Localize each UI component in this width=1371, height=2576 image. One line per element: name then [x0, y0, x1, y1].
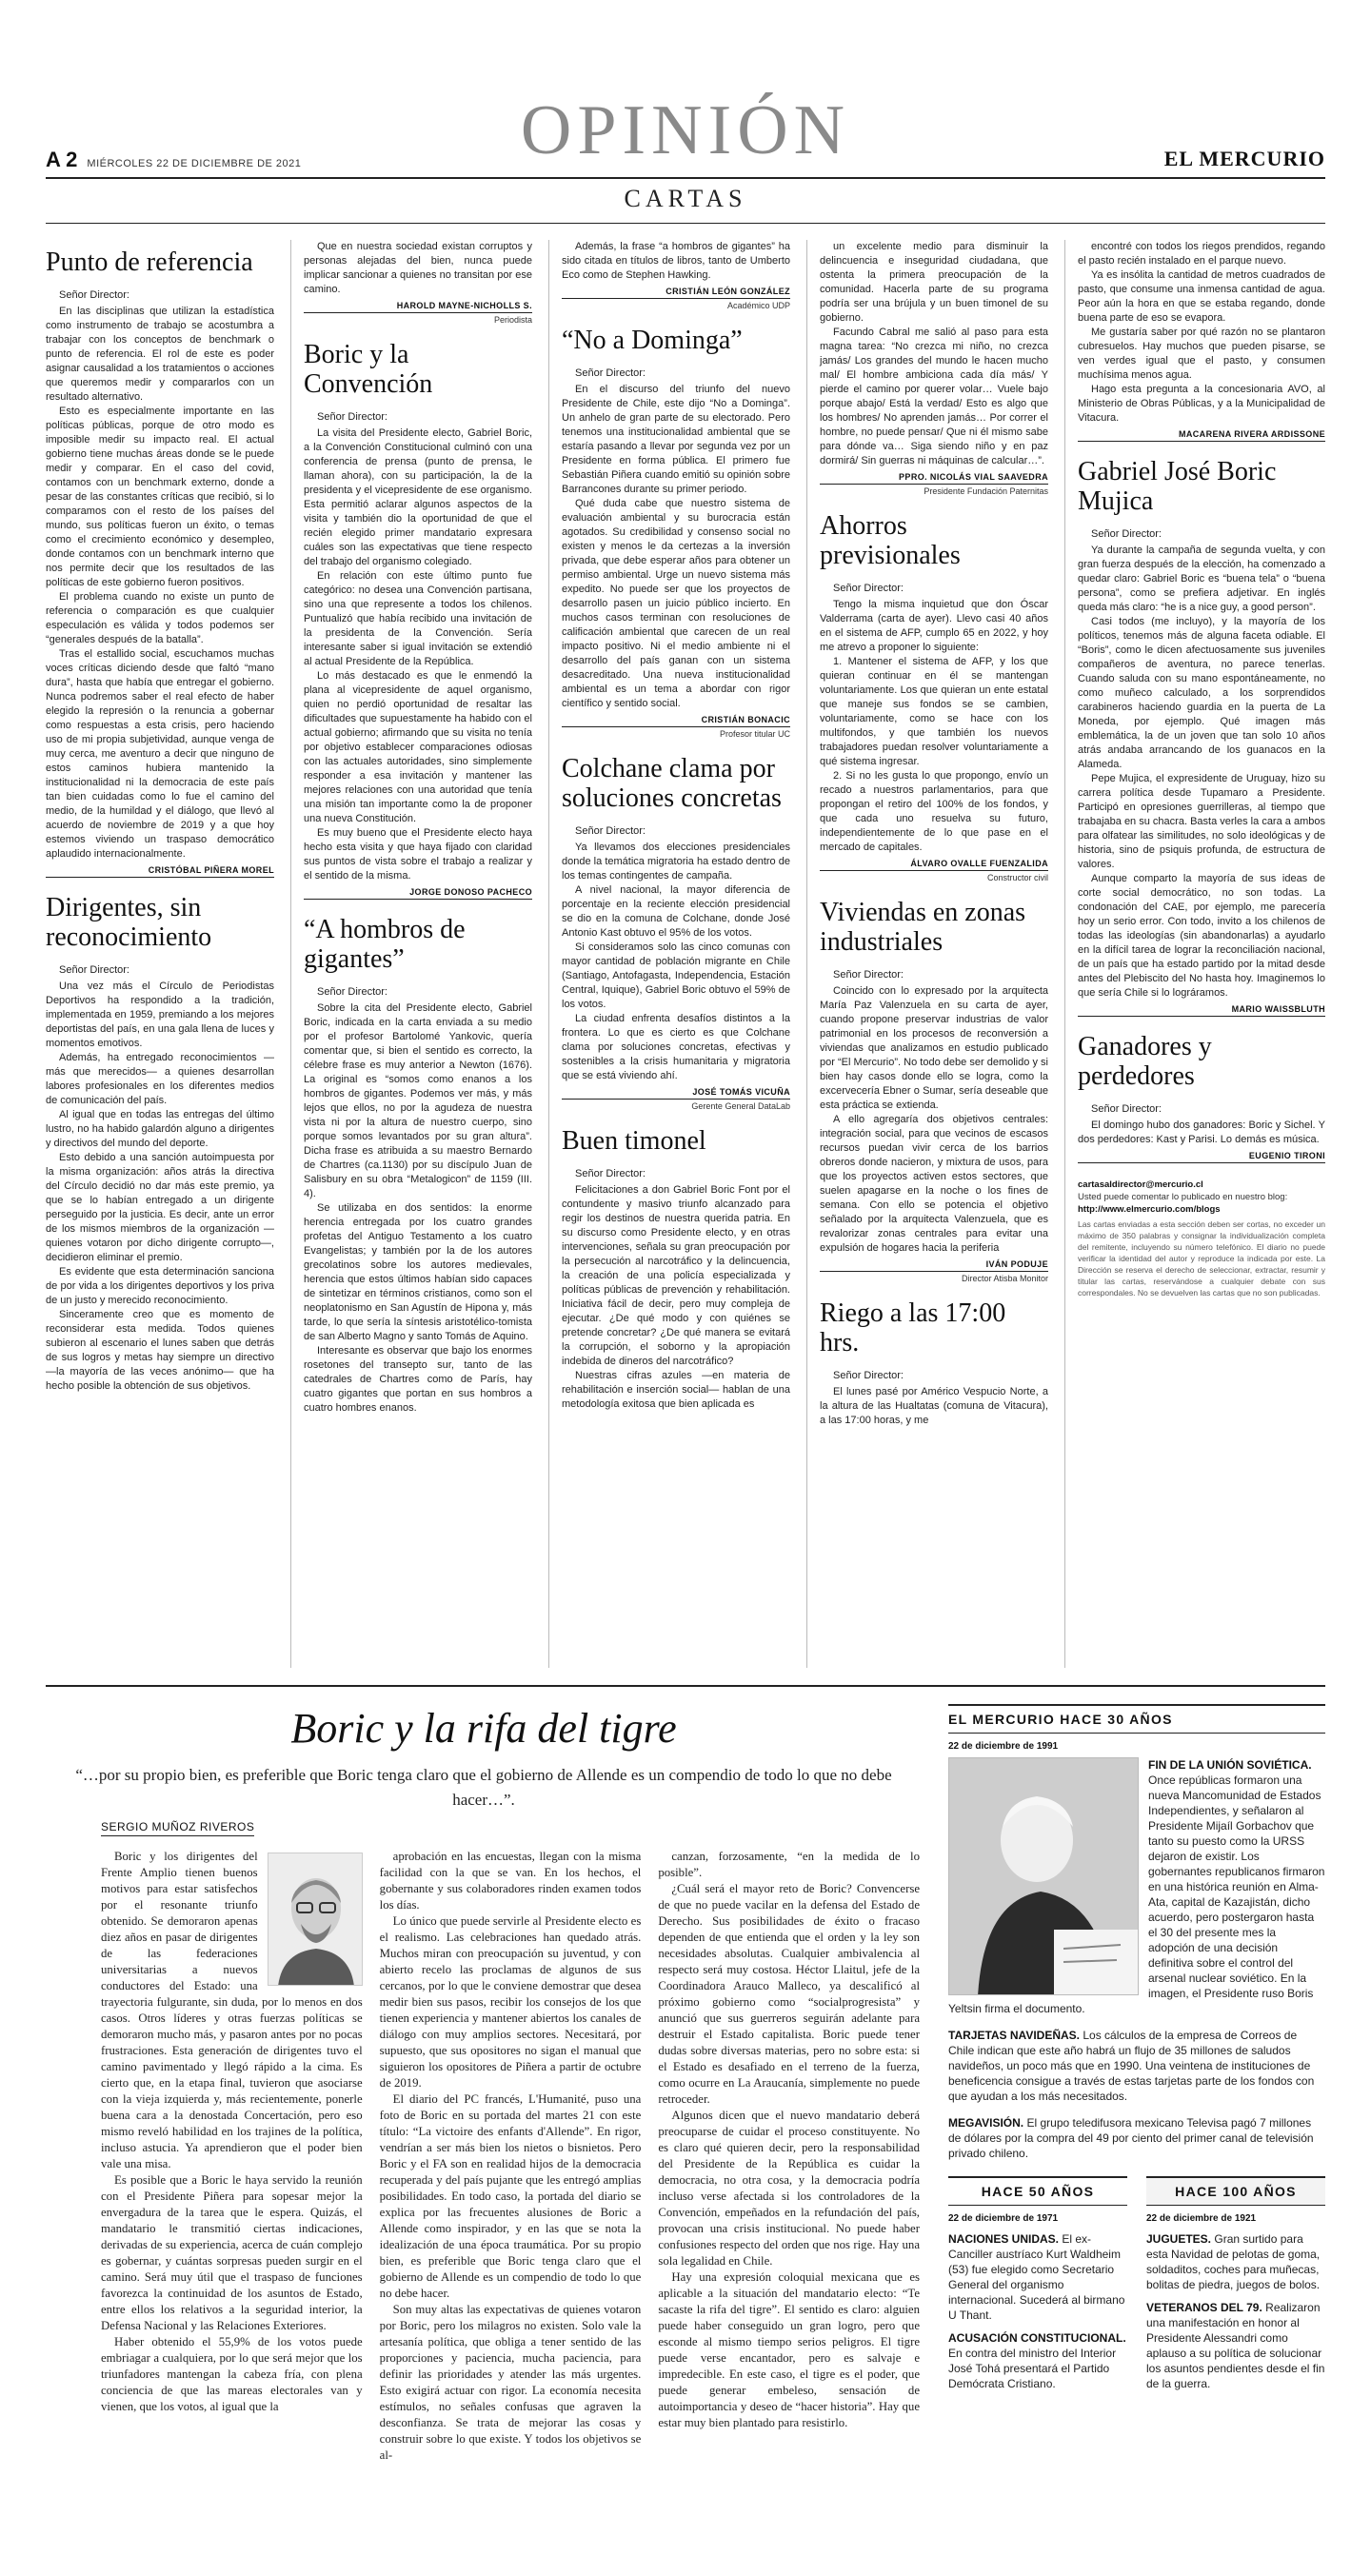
- letter-author-role: Presidente Fundación Paternitas: [924, 486, 1048, 496]
- dateline: MIÉRCOLES 22 DE DICIEMBRE DE 2021: [87, 158, 302, 169]
- history-sidebar: [948, 1704, 1325, 2391]
- letter: [562, 240, 790, 310]
- letter-paragraph: Si consideramos solo las cinco comunas con mayor cantidad de población migrante en Chile (Santiago, Antofagasta, Independencia, Estación Central, Iquique), Gabriel Boric obtuvo el 59% de los votos.: [562, 941, 790, 1010]
- portrait-illustration: [268, 1853, 363, 1986]
- column-divider: [806, 240, 807, 1668]
- letter-author-role: Profesor titular UC: [719, 729, 790, 739]
- letter-title: Colchane clama por soluciones concretas: [562, 754, 782, 813]
- letter-author-role: Constructor civil: [986, 873, 1048, 882]
- letter-body: [46, 305, 274, 862]
- letter-salutation: Señor Director:: [833, 1370, 904, 1381]
- hace30-item-head: FIN DE LA UNIÓN SOVIÉTICA.: [1148, 1758, 1312, 1772]
- letter-body: [1078, 544, 1325, 1001]
- letter-paragraph: Una vez más el Círculo de Periodistas Deportivos ha respondido a la tradición, implementada en 1959, premiando a los mejores deportistas del país, en una gala llena de luces y momentos emotivos.: [46, 981, 274, 1049]
- letter-body: [562, 1183, 790, 1412]
- hace30-item: [948, 2028, 1325, 2104]
- letter-body: [820, 240, 1048, 468]
- letter-paragraph: El problema cuando no existe un punto de referencia o comparación es que cualquier especulación es válida y todos podemos ser “generales después de la batalla”.: [46, 591, 274, 645]
- letter-signature: JORGE DONOSO PACHECO: [304, 887, 532, 900]
- letter-title: “No a Dominga”: [562, 326, 743, 355]
- letter-paragraph: Aunque comparto la mayoría de sus ideas de corte social democrático, no son todas. La condonación del CAE, por ejemplo, me parecería hoy un serio error. Con todo, invito a los chilenos de todas las ideologías (sin abandonarlas) a ayudarlo en la difícil tarea de lograr la reconciliación nacional, de un país que ha estado partido por la mitad desde antes del Plebiscito del No hasta hoy. Imaginemos lo que sería Chile si lo lográramos.: [1078, 873, 1325, 999]
- opinion-column: [46, 1704, 922, 2542]
- letter-signature: MACARENA RIVERA ARDISSONE: [1078, 429, 1325, 442]
- column-title: Boric y la rifa del tigre: [290, 1705, 677, 1752]
- letter-salutation: Señor Director:: [317, 986, 387, 998]
- letter-paragraph: La ciudad enfrenta desafíos distintos a la frontera. Lo que es cierto es que Colchane clama por soluciones concretas, efectivas y sostenibles a la crisis humanitaria y migratoria que se está viviendo ahí.: [562, 1013, 790, 1081]
- column-author: SERGIO MUÑOZ RIVEROS: [101, 1820, 254, 1836]
- letter: [820, 511, 1048, 882]
- hace30-lead: [948, 1757, 1325, 2016]
- letter: [1078, 457, 1325, 1017]
- letter-body: [562, 383, 790, 711]
- column-divider: [1064, 240, 1065, 1668]
- letter-author-role: Director Atisba Monitor: [961, 1274, 1048, 1283]
- letter: [562, 1126, 790, 1412]
- hace30-item-text: El grupo teledifusora mexicano Televisa pagó 7 millones de dólares por la compra del 49 por ciento del primer canal de televisión privado chileno.: [948, 2116, 1314, 2160]
- column-divider: [548, 240, 549, 1668]
- hace30-item: [948, 2115, 1325, 2161]
- contact-blog-link[interactable]: http://www.elmercurio.com/blogs: [1078, 1204, 1221, 1215]
- column-divider: [290, 240, 291, 1668]
- letter-signature: PPRO. NICOLÁS VIAL SAAVEDRA: [820, 472, 1048, 485]
- letter-author-role: Gerente General DataLab: [691, 1101, 790, 1111]
- letter: [820, 1298, 1048, 1428]
- column-paragraph: aprobación en las encuestas, llegan con la misma facilidad con la que se van. En los hechos, el gobernante y sus colaboradores rinden examen todos los días.: [379, 1850, 642, 1912]
- letter-body: [562, 240, 790, 283]
- letter-paragraph: Al igual que en todas las entregas del último lustro, no ha habido galardón alguno a dirigentes y directivos del mundo del deporte.: [46, 1109, 274, 1149]
- letter-signature: EUGENIO TIRONI: [1078, 1151, 1325, 1163]
- hace30-title: EL MERCURIO HACE 30 AÑOS: [948, 1704, 1325, 1734]
- hace50-item: [948, 2330, 1127, 2391]
- letter-paragraph: En el discurso del triunfo del nuevo Presidente de Chile, este dijo “No a Dominga”. Un anhelo de gran parte de su electorado. Pero tenemos una institucionalidad ambiental que se estaría pasando a llevar por segunda vez por un Presidente en forma pública. El primero fue Sebastián Piñera cuando emitió su opinión sobre Barrancones durante su primer periodo.: [562, 384, 790, 495]
- letter-paragraph: Ya es insólita la cantidad de metros cuadrados de pasto, que consume una inmensa cantidad de agua. Peor aún la hora en que se estaba regando, donde buena parte de eso se evapora.: [1078, 269, 1325, 324]
- letter-salutation: Señor Director:: [575, 1168, 646, 1179]
- letter-paragraph: Tras el estallido social, escuchamos muchas voces críticas diciendo desde que faltó “mano dura”, hasta que había que entregar el gobierno. Nunca podremos saber el real efecto de haber elegido la represión o la renuncia a gobernar como respuestas a esta crisis, pero haciendo uso de mi propia subjetividad, aunque venga de muy cerca, me aventuro a decir que ninguno de estos caminos hubiera mantenido la institucionalidad ni la democracia de este país tan bien cuidadas como lo fue el camino del medio, de la humildad y el diálogo, que llevó al acuerdo de noviembre de 2019 y a que hoy estemos viviendo un traspaso democrático aplaudido internacionalmente.: [46, 648, 274, 860]
- letter: [562, 326, 790, 739]
- hace30-item-head: MEGAVISIÓN.: [948, 2116, 1024, 2130]
- letter: [46, 893, 274, 1394]
- hace50-item-text: En contra del ministro del Interior José Tohá presentará el Partido Demócrata Cristiano.: [948, 2347, 1117, 2390]
- section-divider: [46, 1685, 1325, 1687]
- hace100-item: [1146, 2231, 1325, 2292]
- letter-signature: ÁLVARO OVALLE FUENZALIDA: [820, 859, 1048, 871]
- letters-column-2: [304, 240, 532, 1431]
- letter-paragraph: encontré con todos los riegos prendidos, regando el pasto recién instalado en el parque nuevo.: [1078, 241, 1325, 267]
- hace50-date: 22 de diciembre de 1971: [948, 2213, 1059, 2224]
- letter-body: [304, 1001, 532, 1416]
- letter-signature: CRISTIÁN LEÓN GONZÁLEZ: [562, 287, 790, 299]
- letter-paragraph: Facundo Cabral me salió al paso para esta magna tarea: “No crezca mi niño, no crezca jamás/ Los grandes del mundo le hacen mucho mal/ El hombre ambiciona cada día más/ Y pierde el camino por querer volar… Vuele bajo porque abajo/ Está la verdad/ Esto es algo que los hombres/ No aprenden jamás… Por correr el hombre, no puede pensar/ Que ni él mismo sabe para dónde va… Siga siendo niño y en paz dormirá/ Sin guerras ni máquinas de calcular…”.: [820, 327, 1048, 466]
- letter-paragraph: El domingo hubo dos ganadores: Boric y Sichel. Y dos perdedores: Kast y Parisi. Lo demás es música.: [1078, 1120, 1325, 1145]
- column-paragraph: Lo único que puede servirle al Presidente electo es el realismo. Las celebraciones han quedado atrás. Muchos miran con preocupación su juventud, y con abierto recelo las proclamas de algunos de sus cercanos, por lo que le conviene demostrar que desea medir bien sus pasos, recibir los consejos de los que tienen experiencia y mantener abiertos los canales de diálogo con muy amplios sectores. Necesitará, por supuesto, que sus opositores no sigan el manual que siguieron los opositores de Piñera a partir de octubre de 2019.: [379, 1914, 642, 2090]
- column-paragraph: Hay una expresión coloquial mexicana que es aplicable a la situación del mandatario electo: “Te sacaste la rifa del tigre”. El sentido es claro: alguien puede haber conseguido un gran logro, pero que esconde al mismo tiempo serios peligros. El tigre puede verse encantador, pero es salvaje e impredecible. En este caso, el tigre es el poder, que puede generar embeleso, sensación de autoimportancia y deseo de “hacer historia”. Hay que estar muy bien plantado para resistirlo.: [658, 2270, 921, 2429]
- column-paragraph: Es posible que a Boric le haya servido la reunión con el Presidente Piñera para sopesar mejor la envergadura de la tarea que le espera. Quizás, el mandatario le transmitió ciertas indicaciones, derivadas de su experiencia, acerca de cuán complejo es gobernar, y cuántas sorpresas pueden surgir en el camino. Será muy útil que el traspaso de funciones favorezca la continuidad de los asuntos de Estado, entre ellos los relativos a la seguridad interior, la Defensa Nacional y las Relaciones Exteriores.: [101, 2173, 363, 2332]
- letter-paragraph: Lo más destacado es que le enmendó la plana al vicepresidente de aquel organismo, quien no perdió oportunidad de resaltar las dificultades que supuestamente ha habido con el actual gobierno; afirmando que su visita no tenía por objetivo establecer comparaciones odiosas con las actuales autoridades, sino simplemente responder a esa invitación y mantener las mejores relaciones con una autoridad que tenía una misión tan importante como la de proponer una nueva Constitución.: [304, 670, 532, 824]
- column-paragraph: Son muy altas las expectativas de quienes votaron por Boric, pero los milagros no existen. Solo vale la artesanía política, que obliga a tener sentido de las proporciones y paciencia, mucha paciencia, para definir las prioridades y atender las más urgentes. Esto exigirá actuar con rigor. La economía necesita estímulos, no señales confusas que agraven la desconfianza. Se trata de mejorar las cosas y construir sobre lo que existe. Y todos los objetivos se al-: [379, 2303, 642, 2462]
- letter-paragraph: En las disciplinas que utilizan la estadística como instrumento de trabajo se acostumbra a trabajar con los conceptos de benchmark o punto de referencia. El rol de este es poder asignar causalidad a los tratamientos o acciones que queremos medir y compararlos con un resultado alternativo.: [46, 306, 274, 403]
- letter-salutation: Señor Director:: [575, 367, 646, 379]
- letter-signature: IVÁN PODUJE: [820, 1259, 1048, 1272]
- letter-paragraph: 1. Mantener el sistema de AFP, y los que quieran continuar en él se mantengan voluntariamente. Los que quieran un ente estatal que maneje sus fondos se se cambien, voluntariamente, como se hace con los multifondos, y que también los nuevos trabajadores puedan resolver voluntariamente a qué sistema ingresar.: [820, 656, 1048, 767]
- letter-paragraph: Casi todos (me incluyo), y la mayoría de los políticos, tenemos más de alguna faceta odiable. El “Boris”, como le dicen afectuosamente sus juveniles compañeros de aventura, no parece tenerlas. Cuando saluda con su mano espontáneamente, no como muñeco calculado, a los sorprendidos carabineros haciendo guardia en la puerta de La Moneda, por ejemplo. Qué imagen más emblemática, la de un joven que tan solo 10 años atrás andaba arrancando de los guanacos en la Alameda.: [1078, 616, 1325, 770]
- hace30-date: 22 de diciembre de 1991: [948, 1741, 1059, 1752]
- letter-title: Gabriel José Boric Mujica: [1078, 457, 1277, 516]
- column-paragraph: ¿Cuál será el mayor reto de Boric? Convencerse de que no puede vacilar en la defensa del Estado de Derecho. Sus posibilidades de éxito o fracaso dependen de que entienda que el orden y la ley son necesidades absolutas. Cualquier ambivalencia al respecto será muy costosa. Héctor Llaitul, jefe de la Coordinadora Arauco Malleco, ya descalificó al próximo gobierno como “socialprogresista” y anunció que sus guerreros seguirán adelante para destruir el Estado capitalista. Boric puede tener dudas sobre diversas materias, pero no sobre esta: si el Estado es desafiado en el terreno de la fuerza, como ocurre en La Araucanía, simplemente no puede retroceder.: [658, 1882, 921, 2106]
- contact-email[interactable]: cartasaldirector@mercurio.cl: [1078, 1179, 1203, 1190]
- letter-body: [820, 598, 1048, 855]
- column-paragraph: El diario del PC francés, L'Humanité, puso una foto de Boric en su portada del martes 21 con este título: “La victoire des enfants d'Allende”. En rigor, vendrían a ser más bien los nietos o bisnietos. Pero Boric y el FA son en realidad hijos de la democracia recuperada y del país pujante que les entregó amplias posibilidades. En todo caso, la portada del diario se explica por las frecuentes alusiones de Boric a Allende como inspirador, y en las que se nota la idealización de una época traumática. Por su propio bien, es preferible que Boric tenga claro que el gobierno de Allende es un compendio de todo lo que no debe hacer.: [379, 2092, 642, 2300]
- column-paragraph: Haber obtenido el 55,9% de los votos puede embriagar a cualquiera, por lo que será mejor que los triunfadores mantengan la cabeza fría, con plena conciencia de que las mareas electorales van y vienen, que los votos, al igual que la: [101, 2335, 363, 2413]
- hace50-item-text: El ex-Canciller austríaco Kurt Waldheim (53) fue elegido como Secretario General del organismo internacional. Sucederá al birmano U Thant.: [948, 2232, 1125, 2322]
- letter-title: Viviendas en zonas industriales: [820, 898, 1026, 957]
- letter-signature: JOSÉ TOMÁS VICUÑA: [562, 1087, 790, 1100]
- yeltsin-photo: [948, 1757, 1139, 1995]
- letter-salutation: Señor Director:: [1091, 528, 1162, 540]
- letter-paragraph: El lunes pasé por Américo Vespucio Norte, a la altura de las Hualtatas (comuna de Vitacura), a las 17:00 horas, y me: [820, 1386, 1048, 1426]
- letter: [304, 340, 532, 900]
- page-number: A 2: [46, 148, 78, 171]
- hace100-item-text: Realizaron una manifestación en honor al Presidente Alessandri como aplauso a su política de solucionar los asuntos pendientes desde el fin de la guerra.: [1146, 2301, 1325, 2390]
- letter-salutation: Señor Director:: [1091, 1103, 1162, 1115]
- letter-title: “A hombros de gigantes”: [304, 915, 466, 974]
- letter-signature: CRISTÓBAL PIÑERA MOREL: [46, 865, 274, 878]
- letter-title: Buen timonel: [562, 1126, 706, 1156]
- letter-paragraph: Pepe Mujica, el expresidente de Uruguay, hizo su carrera política desde Tupamaro a Presidente. Participó en opresiones guerrilleras, al tiempo que trabajaba en su chacra. Basta verles la cara a ambos para olfatear las similitudes, no solo ideológicas y de historia, sino de psiquis profunda, de estructura de valores.: [1078, 773, 1325, 870]
- letter-paragraph: Coincido con lo expresado por la arquitecta María Paz Valenzuela en su carta de ayer, cuando propone preservar industrias de valor patrimonial en los procesos de reconversión a viviendas que analizamos en estudio publicado por “El Mercurio”. No todo debe ser demolido y si bien hay casos donde ello se logra, como la excervecería Ebner o Sumar, sería deseable que esta práctica se extienda.: [820, 985, 1048, 1111]
- letters-column-4: [820, 240, 1048, 1443]
- letter-title: Ahorros previsionales: [820, 511, 961, 570]
- letter-paragraph: Tengo la misma inquietud que don Óscar Valderrama (carta de ayer). Llevo casi 40 años en el sistema de AFP, cumplo 65 en 2022, y hoy me atrevo a proponer lo siguiente:: [820, 599, 1048, 653]
- letter-paragraph: Sobre la cita del Presidente electo, Gabriel Boric, indicada en la carta enviada a su medio por el profesor Bartolomé Yankovic, quería comentar que, si bien el sentido es correcto, la célebre frase es muy anterior a Newton (1676). La original es “somos como enanos a los hombros de gigantes. Podemos ver más, y más lejos que ellos, no por la agudeza de nuestra vista ni por la altura de nuestro cuerpo, sino porque somos levantados por su gran altura”. Dicha frase es atribuida a su maestro Bernardo de Chartres (ca.1130) por su discípulo Juan de Salisbury en su obra “Metalogicon” de 1159 (III. 4).: [304, 1002, 532, 1199]
- hace50-item: [948, 2231, 1127, 2323]
- letter-paragraph: Ya llevamos dos elecciones presidenciales donde la temática migratoria ha estado dentro de los temas contingentes de campaña.: [562, 842, 790, 882]
- letter-paragraph: Que en nuestra sociedad existan corruptos y personas alejadas del bien, nunca puede implicar sancionar a quienes no transitan por ese camino.: [304, 241, 532, 295]
- letter-author-role: Periodista: [493, 315, 532, 325]
- hace30-item-text: Once repúblicas formaron una nueva Mancomunidad de Estados Independientes, y señalaron al Presidente Mijaíl Gorbachov que tanto su puesto como la URSS dejaron de existir. Los gobernantes republicanos firmaron en una histórica reunión en Alma-Ata, capital de Kazajistán, dicho acuerdo, pero postergaron hasta el 30 del presente mes la adopción de una decisión definitiva sobre el control del arsenal nuclear soviético. En la imagen, el Presidente ruso Boris Yeltsin firma el documento.: [948, 1773, 1325, 2015]
- hace30-item-head: TARJETAS NAVIDEÑAS.: [948, 2029, 1081, 2042]
- hace30-item-text: Los cálculos de la empresa de Correos de Chile indican que este año habrá un flujo de 35 millones de saludos navideños, un poco más que en 1990. Una veintena de instituciones de beneficencia consigue a través de estas tarjetas parte de los fondos con que ayudan a los más necesitados.: [948, 2029, 1315, 2103]
- letters-column-1: [46, 240, 274, 1409]
- letter: [1078, 240, 1325, 442]
- letter-salutation: Señor Director:: [59, 289, 129, 301]
- letter-paragraph: Es evidente que esta determinación sanciona de por vida a los dirigentes deportivos y los priva de un justo y merecido reconocimiento.: [46, 1266, 274, 1306]
- letter: [562, 754, 790, 1111]
- column-text-1: [101, 1849, 363, 2464]
- letter-body: [820, 1385, 1048, 1428]
- letter-salutation: Señor Director:: [59, 964, 129, 976]
- letters-column-5: [1078, 240, 1325, 1298]
- letter-signature: CRISTIÁN BONACIC: [562, 715, 790, 727]
- letter-paragraph: Se utilizaba en dos sentidos: la enorme herencia entregada por los cuatro grandes profetas del Antiguo Testamento a los cuatro Evangelistas; y también por la de los autores grecolatinos sobre los autores medievales, herencia que estos últimos habían sido capaces de sintetizar en términos cristianos, como son el neoplatonismo en San Agustín de Hipona y, más tarde, lo que sería la síntesis aristotélico-tomista de san Alberto Magno y santo Tomás de Aquino.: [304, 1202, 532, 1342]
- column-text-2: [380, 1849, 642, 2464]
- letter-body: [1078, 240, 1325, 426]
- subsection-rule: [46, 223, 1325, 224]
- letter-body: [46, 980, 274, 1394]
- letter-body: [820, 984, 1048, 1256]
- column-body: [101, 1849, 920, 2464]
- letter-paragraph: Es muy bueno que el Presidente electo haya hecho esta visita y que haya fijado con claridad sus puntos de vista sobre el trabajo a realizar y el sentido de la misma.: [304, 827, 532, 882]
- letter: [304, 240, 532, 325]
- letter-paragraph: Además, la frase “a hombros de gigantes” ha sido citada en títulos de libros, tanto de Umberto Eco como de Stephen Hawking.: [562, 241, 790, 281]
- letter-paragraph: Interesante es observar que bajo los enormes rosetones del transepto sur, tanto de las catedrales de Chartres como de París, hay cuatro gigantes que portan en sus hombros a cuatro hombres enanos.: [304, 1345, 532, 1414]
- letters-column-3: [562, 240, 790, 1427]
- letter-paragraph: Nuestras cifras azules —en materia de rehabilitación e inserción social— hablan de una metodología exitosa que bien aplicada es: [562, 1370, 790, 1410]
- letter: [304, 915, 532, 1416]
- letter-paragraph: Qué duda cabe que nuestro sistema de evaluación ambiental y su burocracia están agotados. Su credibilidad y consenso social no existen y menos le da certezas a la inversión privada, que debe esperar años para obtener un permiso ambiental. Urge un nuevo sistema más expedito. No puede ser que los proyectos de desarrollo pasen un juicio público incierto. En muchos casos terminan con resoluciones de calificación ambiental que carecen de un real impacto positivo. Ni el medio ambiente ni el desarrollo del país ganan con un sistema desacreditado. Una nueva institucionalidad ambiental es un tema a abordar con rigor científico y sentido social.: [562, 498, 790, 709]
- letter-body: [562, 841, 790, 1083]
- letter-body: [304, 240, 532, 297]
- letter-paragraph: En relación con este último punto fue categórico: no desea una Convención partisana, sino una que represente a todos los chilenos. Puntualizó que había recibido una invitación de la presidenta de la Convención. Sería interesante saber si igual invitación se extendió al actual Presidente de la República.: [304, 570, 532, 667]
- letter-paragraph: Esto es especialmente importante en las políticas públicas, porque de otro modo es imposible medir su impacto real. El actual gobierno tiene muchas áreas donde se le puede medir y comparar. En el caso del covid, contamos con un benchmark externo, donde a pesar de las constantes críticas que recibió, si lo comparamos con el resto de los países del mundo, sus políticas fueron un éxito, o temas como el crecimiento económico y desempleo, donde contamos con un benchmark interno que nos permite decir que los resultados de las políticas de este gobierno fueron positivos.: [46, 406, 274, 588]
- column-paragraph: Algunos dicen que el nuevo mandatario deberá preocuparse de cuidar el proceso constituyente. No es claro qué quieren decir, pero la responsabilidad del Presidente de la República es cuidar la democracia, no otra cosa, y la democracia podría incluso verse afectada si los controladores de la Convención, empeñados en la refundación del país, provocan una crisis institucional. No puede haber confusiones respecto del orden que nos rige. Hay una sola legalidad en Chile.: [658, 2109, 921, 2268]
- letter-paragraph: La visita del Presidente electo, Gabriel Boric, a la Convención Constitucional culminó con una conferencia de prensa (punto de prensa, le llaman ahora), con su participación, la de la presidenta y el vicepresidente de ese organismo. Esta permitió aclarar algunos aspectos de la visita y también dio la oportunidad de que el recién elegido primer mandatario expresara cuáles son las expectativas que tiene respecto del trabajo del organismo colegiado.: [304, 427, 532, 567]
- letter-paragraph: Ya durante la campaña de segunda vuelta, y con gran fuerza después de la elección, ha comenzado a quedar claro: Gabriel Boric es “buena tela” o “buena persona”, como se prefiera adjetivar. En inglés queda más claro: “he is a nice guy, a good person”.: [1078, 545, 1325, 613]
- column-paragraph: Boric y los dirigentes del Frente Amplio tienen buenos motivos para estar satisfechos por el resonante triunfo obtenido. Se demoraron apenas diez años en pasar de dirigentes de las federaciones universitarias a nuevos conductores del Estado: una trayectoria fulgurante, sin duda, por lo menos en dos casos. Otros líderes y otras fuerzas políticas se demoraron mucho más, y pasaron antes por no pocas frustraciones. Esta generación de dirigentes tuvo el camino pavimentado y llegó rápido a la cima. Es cierto que, en la etapa final, tuvieron que asociarse con la vieja izquierda y, más recientemente, ponerle buena cara a la denostada Concertación, pero eso mismo reveló habilidad en los trajines de la política, incluso astucia. Ya aprendieron que el poder bien vale una misa.: [101, 1850, 363, 2170]
- column-subtitle: “…por su propio bien, es preferible que Boric tenga claro que el gobierno de Allende es un compendio de todo lo que no debe hacer…”.: [75, 1766, 892, 1809]
- letter-body: [1078, 1119, 1325, 1147]
- column-text-3: [658, 1849, 920, 2464]
- hace50-item-head: NACIONES UNIDAS.: [948, 2232, 1060, 2246]
- letter-paragraph: A nivel nacional, la mayor diferencia de porcentaje en la reciente elección presidencial se dio en la comuna de Colchane, donde José Antonio Kast obtuvo el 95% de los votos.: [562, 884, 790, 939]
- letter-paragraph: Esto debido a una sanción autoimpuesta por la misma organización: años atrás la directiva del Círculo decidió no dar más este premio, ya que se lo habían entregado a un dirigente perseguido por la justicia. Es decir, ante un error de los mismos miembros de la organización —quienes votaron por dicho dirigente corrupto—, decidieron eliminar el premio.: [46, 1152, 274, 1263]
- letter-paragraph: un excelente medio para disminuir la delincuencia e inseguridad ciudadana, que ostenta la primera preocupación de la comunidad. Hacerla parte de su programa podría ser una brújula y un buen timonel de su gobierno.: [820, 241, 1048, 324]
- hace100-item: [1146, 2300, 1325, 2391]
- letter-salutation: Señor Director:: [833, 583, 904, 594]
- hace100-box: [1146, 2176, 1325, 2391]
- letter-title: Dirigentes, sin reconocimiento: [46, 893, 212, 952]
- letter-paragraph: Además, ha entregado reconocimientos —más que merecidos— a quienes desarrollan labores profesionales en los diferentes medios de comunicación del país.: [46, 1052, 274, 1106]
- letter-paragraph: 2. Si no les gusta lo que propongo, envío un recado a nuestros parlamentarios, para que propongan el retiro del 100% de los fondos, y que cada uno resuelva su futuro, independientemente de lo que pase en el mercado de capitales.: [820, 770, 1048, 853]
- hace100-item-head: VETERANOS DEL 79.: [1146, 2301, 1262, 2314]
- header-rule: [46, 177, 1325, 179]
- newspaper-brand: EL MERCURIO: [1163, 147, 1325, 170]
- hace50-title: HACE 50 AÑOS: [948, 2176, 1127, 2206]
- contact-note: Las cartas enviadas a esta sección deben ser cortas, no exceder un máximo de 350 palabras y consignar la individualización completa del remitente, incluyendo su número telefónico. El diario no puede verificar la identidad del autor y reproduce la indicada por este. La Dirección se reserva el derecho de seleccionar, extractar, resumir y titular las cartas, reservándose a cualquier debate con sus correspondales. No se devuelven las cartas que no son publicadas.: [1078, 1219, 1325, 1298]
- letter: [46, 248, 274, 878]
- letter-title: Ganadores y perdedores: [1078, 1032, 1212, 1091]
- letter: [820, 240, 1048, 496]
- letter-paragraph: Felicitaciones a don Gabriel Boric Font por el contundente y masivo triunfo alcanzado para regir los destinos de nuestra querida patria. En su discurso como Presidente electo, y en otras intervenciones, señala su gran preocupación por la persecución al narcotráfico y la delincuencia, la creación de una policía especializada y políticas públicas de prevención y rehabilitación. Iniciativa fácil de decir, pero muy compleja de ejecutar. ¿De qué modo y con quiénes se pretende concretar? ¿De qué manera se evitará la corrupción, el soborno y la apropiación indebida de dineros del narcotráfico?: [562, 1184, 790, 1367]
- author-portrait: [268, 1853, 363, 1986]
- letter: [820, 898, 1048, 1283]
- page-info: [46, 148, 301, 172]
- hace100-item-text: Gran surtido para esta Navidad de pelotas de goma, soldaditos, coches para muñecas, bolitas de piedra, juegos de bolos.: [1146, 2232, 1321, 2291]
- letter-author-role: Académico UDP: [726, 301, 790, 310]
- history-boxes: [948, 2176, 1325, 2391]
- letter-title: Riego a las 17:00 hrs.: [820, 1298, 1006, 1357]
- letter-signature: HAROLD MAYNE-NICHOLLS S.: [304, 301, 532, 313]
- letter-title: Punto de referencia: [46, 248, 253, 277]
- contact-blog-intro: Usted puede comentar lo publicado en nuestro blog:: [1078, 1192, 1288, 1202]
- contact-info: [1078, 1179, 1325, 1298]
- hace100-title: HACE 100 AÑOS: [1146, 2176, 1325, 2206]
- column-paragraph: canzan, forzosamente, “en la medida de lo posible”.: [658, 1850, 921, 1879]
- letter-salutation: Señor Director:: [317, 411, 387, 423]
- hace100-item-head: JUGUETES.: [1146, 2232, 1212, 2246]
- page-header: [0, 0, 1371, 171]
- section-title: OPINIÓN: [520, 91, 851, 169]
- subsection-title: CARTAS: [624, 185, 747, 212]
- archive-photo: [949, 1758, 1139, 1995]
- letter-signature: MARIO WAISSBLUTH: [1078, 1004, 1325, 1017]
- letter-paragraph: A ello agregaría dos objetivos centrales: integración social, para que vecinos de escasos recursos puedan vivir cerca de los barrios obreros donde nacieron, y mixtura de usos, para que los proyectos activen estos sectores, que suelen apagarse en la noche o los fines de semana. Con ello se potencia el objetivo señalado por la arquitecta Valenzuela, que es revalorizar zonas centrales para evitar una expulsión de hogares hacia la periferia: [820, 1114, 1048, 1254]
- letter-paragraph: Hago esta pregunta a la concesionaria AVO, al Ministerio de Obras Públicas, y a la Municipalidad de Vitacura.: [1078, 384, 1325, 424]
- letter-salutation: Señor Director:: [833, 969, 904, 981]
- hace100-date: 22 de diciembre de 1921: [1146, 2213, 1257, 2224]
- letter-paragraph: Me gustaría saber por qué razón no se plantaron cubresuelos. Hay muchos que pueden pisarse, se ven verdes igual que el pasto, y consumen muchísima menos agua.: [1078, 327, 1325, 381]
- letter-salutation: Señor Director:: [575, 825, 646, 837]
- hace50-box: [948, 2176, 1127, 2391]
- hace50-item-head: ACUSACIÓN CONSTITUCIONAL.: [948, 2331, 1126, 2345]
- letter-body: [304, 426, 532, 883]
- letter: [1078, 1032, 1325, 1163]
- letter-paragraph: Sinceramente creo que es momento de reconsiderar esta medida. Todos quienes subieron al escenario el lunes saben que detrás de sus logros y metas hay siempre un directivo —la mayoría de las veces anónimo— que ha hecho posible la obtención de sus objetivos.: [46, 1309, 274, 1392]
- letter-title: Boric y la Convención: [304, 340, 433, 399]
